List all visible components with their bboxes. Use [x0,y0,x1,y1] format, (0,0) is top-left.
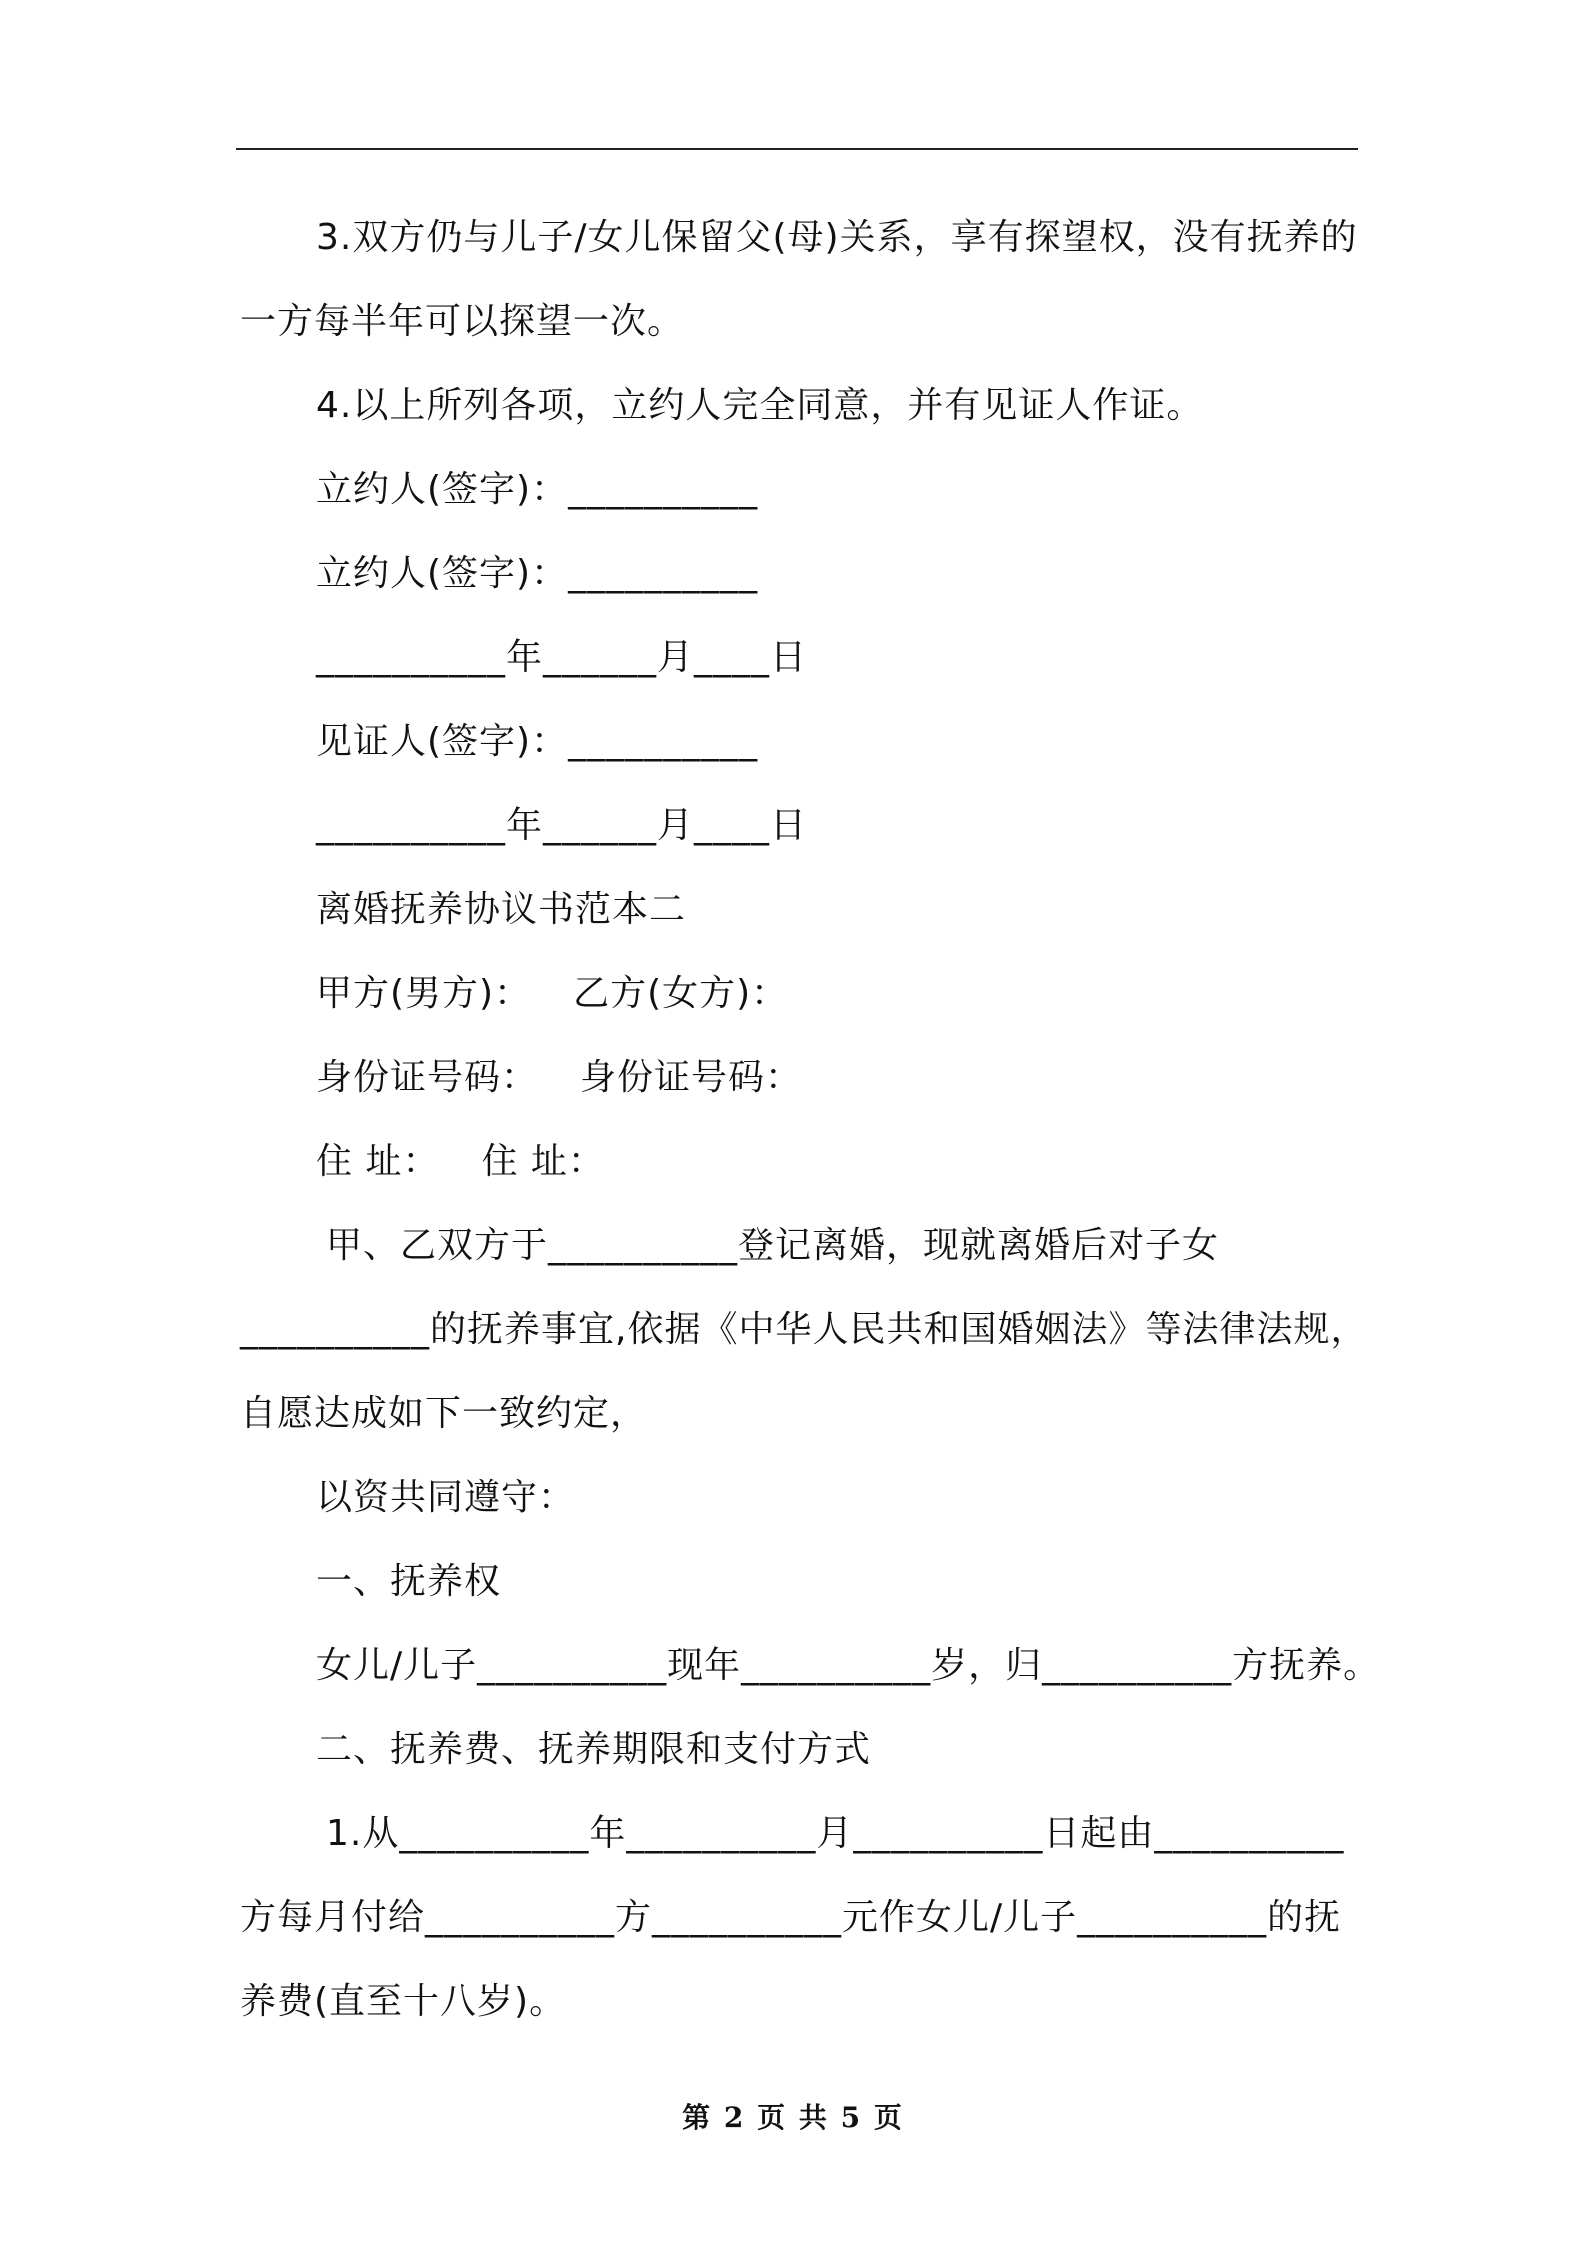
signature-line-witness: 见证人(签字)：__________ [316,721,759,762]
paragraph-agreement-consent: 4.以上所列各项，立约人完全同意，并有见证人作证。 [316,385,1204,426]
party-b-address-label: 住 址： [481,1141,605,1182]
date-line-2: __________年______月____日 [316,805,807,846]
paragraph-support-start: 1.从__________年__________月__________日起由__________ [326,1813,1345,1854]
address-line [240,1120,1356,1204]
paragraph-comply: 以资共同遵守： [316,1477,576,1518]
heading-child-support: 二、抚养费、抚养期限和支付方式 [316,1729,872,1770]
signature-line-party-1: 立约人(签字)：__________ [316,469,759,510]
page-number: 第 2 页 共 5 页 [682,2101,904,2134]
paragraph-divorce-registration-cont: __________的抚养事宜,依据《中华人民共和国婚姻法》等法律法规， [240,1309,1368,1350]
heading-custody: 一、抚养权 [316,1561,502,1602]
section-title-template-2: 离婚抚养协议书范本二 [316,889,687,930]
party-a-id-label: 身份证号码： [316,1057,539,1098]
paragraph-divorce-registration: 甲、乙双方于__________登记离婚，现就离婚后对子女 [326,1225,1220,1266]
paragraph-custody: 女儿/儿子__________现年__________岁，归__________方抚养。 [316,1645,1381,1686]
party-b-id-label: 身份证号码： [580,1057,803,1098]
header-rule [236,148,1358,150]
party-b-label: 乙方(女方)： [573,973,789,1014]
document-body [240,196,1381,2044]
party-a-label: 甲方(男方)： [316,973,532,1014]
party-a-address-label: 住 址： [316,1141,440,1182]
paragraph-divorce-registration-end: 自愿达成如下一致约定， [240,1393,648,1434]
paragraph-visitation-rights-cont: 一方每半年可以探望一次。 [240,301,685,342]
paragraph-visitation-rights: 3.双方仍与儿子/女儿保留父(母)关系，享有探望权，没有抚养的 [316,217,1358,258]
paragraph-support-duration: 养费(直至十八岁)。 [240,1981,567,2022]
date-line-1: __________年______月____日 [316,637,807,678]
signature-line-party-2: 立约人(签字)：__________ [316,553,759,594]
paragraph-support-payment: 方每月付给__________方__________元作女儿/儿子__________的抚 [240,1897,1342,1938]
party-names-line [240,952,1356,1036]
id-number-line [240,1036,1356,1120]
